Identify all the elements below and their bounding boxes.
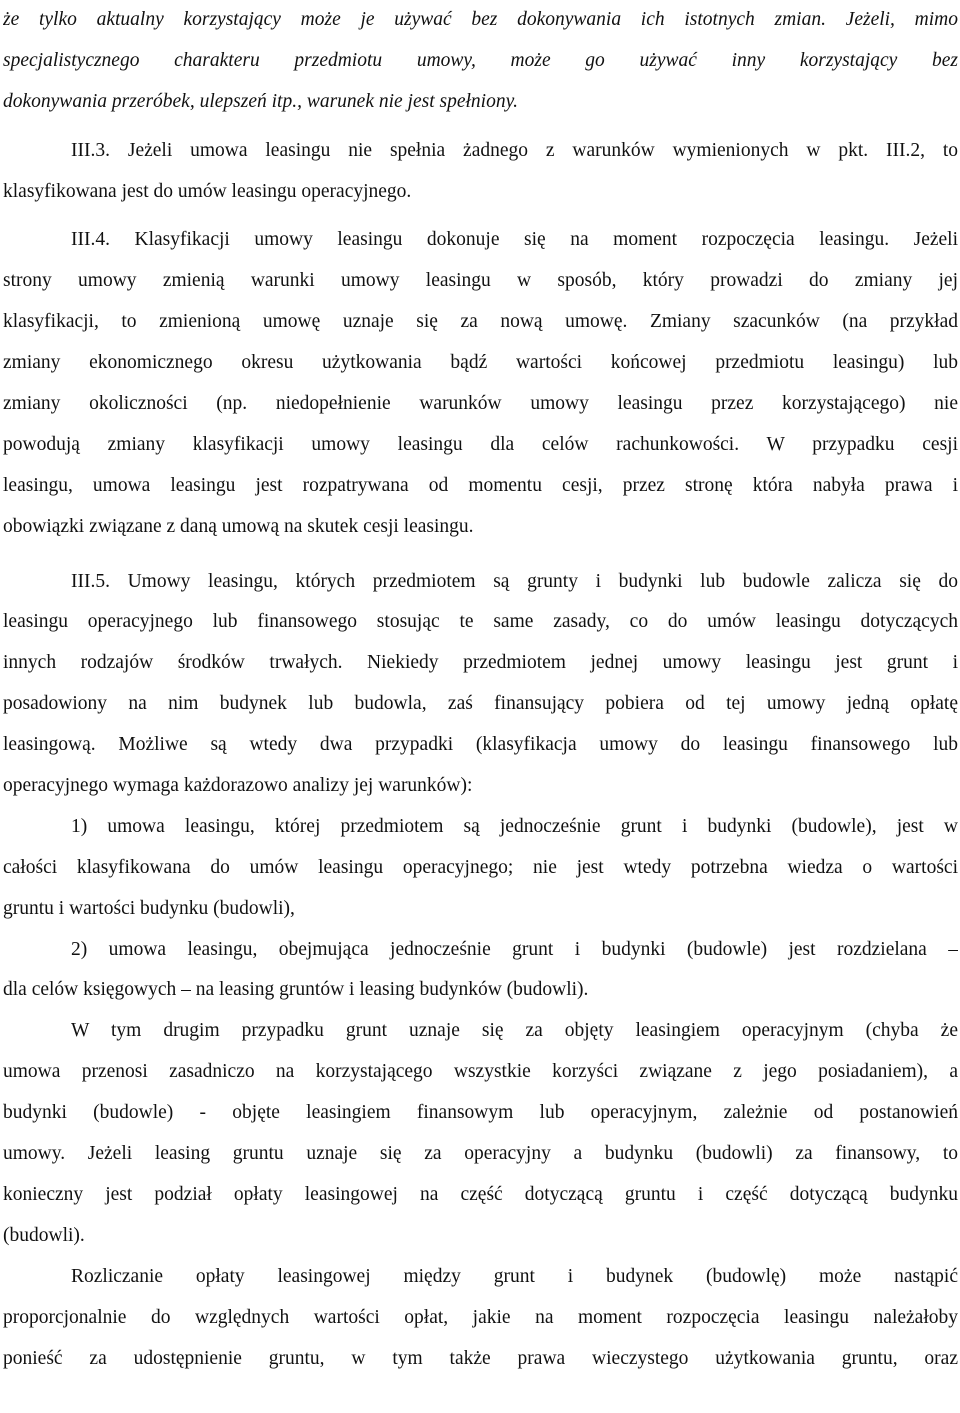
paragraph-allocation bbox=[3, 1257, 958, 1380]
text-line: III.4. Klasyfikacji umowy leasingu dokonuje się na moment rozpoczęcia leasingu. Jeżeli bbox=[71, 229, 958, 251]
text-line: 1) umowa leasingu, której przedmiotem są jednocześnie grunt i budynki (budowle), jest w bbox=[71, 815, 958, 837]
text-line: klasyfikowana jest do umów leasingu operacyjnego. bbox=[3, 180, 412, 202]
text-line: dla celów księgowych – na leasing gruntów i leasing budynków (budowli). bbox=[3, 979, 589, 1001]
text-line: III.5. Umowy leasingu, których przedmiotem są grunty i budynki lub budowle zalicza się do bbox=[71, 570, 958, 592]
paragraph-III-3 bbox=[3, 131, 958, 213]
text-line: W tym drugim przypadku grunt uznaje się za objęty leasingiem operacyjnym (chyba że bbox=[71, 1020, 958, 1042]
list-item-1 bbox=[3, 807, 958, 930]
paragraph-III-5 bbox=[3, 562, 958, 807]
text-line: operacyjnego wymaga każdorazowo analizy jej warunków): bbox=[3, 775, 473, 797]
text-line: (budowli). bbox=[3, 1224, 85, 1246]
text-line: specjalistycznego charakteru przedmiotu umowy, może go używać inny korzystający bez bbox=[3, 49, 958, 71]
text-line: powodują zmiany klasyfikacji umowy leasingu dla celów rachunkowości. W przypadku cesji bbox=[3, 433, 958, 455]
text-line: zmiany ekonomicznego okresu użytkowania bądź wartości końcowej przedmiotu leasingu) lub bbox=[3, 352, 958, 374]
text-line: umowy. Jeżeli leasing gruntu uznaje się za operacyjny a budynku (budowli) za finansowy, to bbox=[3, 1143, 958, 1165]
text-line: leasingową. Możliwe są wtedy dwa przypadki (klasyfikacja umowy do leasingu finansowego lub bbox=[3, 734, 958, 756]
paragraph-III-4 bbox=[3, 220, 958, 547]
text-line: ponieść za udostępnienie gruntu, w tym także prawa wieczystego użytkowania gruntu, oraz bbox=[3, 1347, 958, 1369]
text-line: klasyfikacji, to zmienioną umowę uznaje się za nową umowę. Zmiany szacunków (na przykład bbox=[3, 311, 958, 333]
text-line: leasingu, umowa leasingu jest rozpatrywana od momentu cesji, przez stronę która nabyła prawa i bbox=[3, 474, 958, 496]
text-line: gruntu i wartości budynku (budowli), bbox=[3, 897, 295, 919]
text-line: leasingu operacyjnego lub finansowego stosując te same zasady, co do umów leasingu dotyczących bbox=[3, 611, 958, 633]
text-line: zmiany okoliczności (np. niedopełnienie warunków umowy leasingu przez korzystającego) nie bbox=[3, 393, 958, 415]
text-line: 2) umowa leasingu, obejmująca jednocześnie grunt i budynki (budowle) jest rozdzielana – bbox=[71, 938, 958, 960]
text-line: strony umowy zmienią warunki umowy leasingu w sposób, który prowadzi do zmiany jej bbox=[3, 270, 958, 292]
paragraph-specialized-asset bbox=[3, 0, 958, 123]
text-line: Rozliczanie opłaty leasingowej między grunt i budynek (budowlę) może nastąpić bbox=[71, 1265, 958, 1287]
text-line: budynki (budowle) - objęte leasingiem finansowym lub operacyjnym, zależnie od postanowień bbox=[3, 1102, 958, 1124]
text-line: umowa przenosi zasadniczo na korzystającego wszystkie korzyści związane z jego posiadaniem), a bbox=[3, 1061, 958, 1083]
text-line: obowiązki związane z daną umową na skutek cesji leasingu. bbox=[3, 515, 474, 537]
list-item-2 bbox=[3, 930, 958, 1012]
text-line: proporcjonalnie do względnych wartości opłat, jakie na moment rozpoczęcia leasingu należałoby bbox=[3, 1306, 958, 1328]
paragraph-second-case bbox=[3, 1011, 958, 1256]
text-line: konieczny jest podział opłaty leasingowej na część dotyczącą gruntu i część dotyczącą budynku bbox=[3, 1183, 958, 1205]
text-line: posadowiony na nim budynek lub budowla, zaś finansujący pobiera od tej umowy jedną opłatę bbox=[3, 693, 958, 715]
text-line: innych rodzajów środków trwałych. Niekiedy przedmiotem jednej umowy leasingu jest grunt i bbox=[3, 652, 958, 674]
text-line: dokonywania przeróbek, ulepszeń itp., warunek nie jest spełniony. bbox=[3, 90, 519, 112]
document-page bbox=[3, 0, 958, 1379]
text-line: że tylko aktualny korzystający może je używać bez dokonywania ich istotnych zmian. Jeżeli, mimo bbox=[3, 9, 958, 30]
text-line: całości klasyfikowana do umów leasingu operacyjnego; nie jest wtedy potrzebna wiedza o wartości bbox=[3, 856, 958, 878]
text-line: III.3. Jeżeli umowa leasingu nie spełnia żadnego z warunków wymienionych w pkt. III.2, to bbox=[71, 139, 958, 161]
